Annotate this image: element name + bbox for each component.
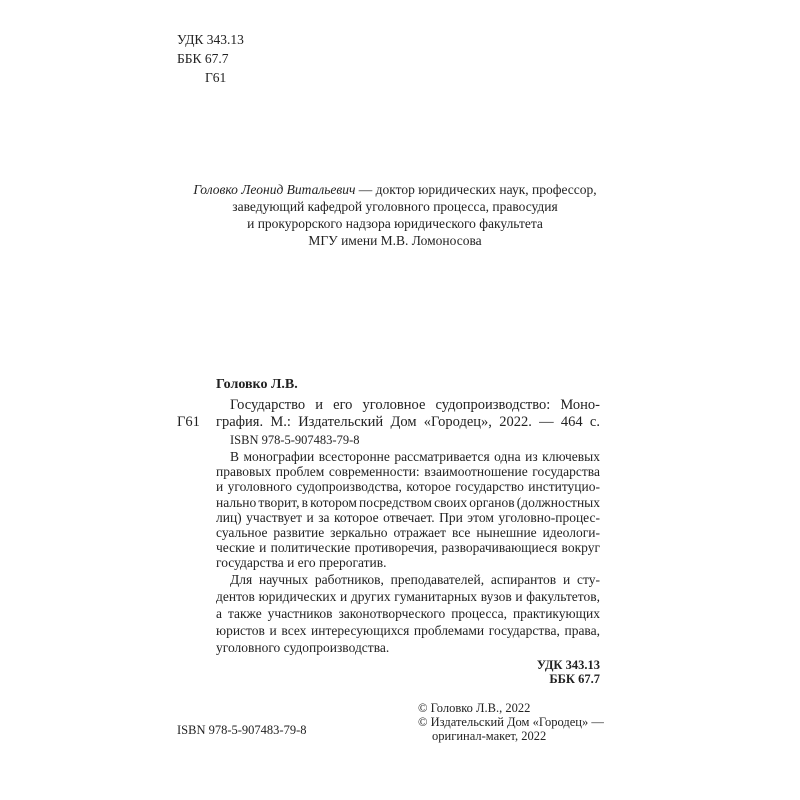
record-title-line: Государство и его уголовное судопроизводство: Моно- <box>230 397 600 413</box>
record-title-line: графия. М.: Издательский Дом «Городец», 2022. — 464 с. <box>216 414 600 430</box>
record-author: Головко Л.В. <box>216 377 298 392</box>
abstract-line: Для научных работников, преподавателей, аспирантов и сту- <box>230 572 600 587</box>
author-info-line: Головко Леонид Витальевич — доктор юридических наук, профессор, <box>193 182 597 197</box>
abstract-line: ческие и политические противоречия, разворачивающиеся вокруг <box>216 540 600 556</box>
udk-header: УДК 343.13 <box>177 32 244 47</box>
abstract-line: и уголовного судопроизводства, которое государство институцио- <box>216 479 600 495</box>
author-info-line: заведующий кафедрой уголовного процесса, правосудия <box>232 199 558 214</box>
abstract-line: дентов юридических и других гуманитарных вузов и факультетов, <box>216 589 600 604</box>
copyright-line: © Издательский Дом «Городец» — <box>418 715 604 729</box>
author-info-line: МГУ имени М.В. Ломоносова <box>308 233 482 248</box>
bbk-classification: ББК 67.7 <box>549 672 600 686</box>
udk-classification: УДК 343.13 <box>536 658 600 672</box>
author-info-line: и прокурорского надзора юридического факультета <box>247 216 543 231</box>
abstract-line: а также участников законотворческого процесса, практикующих <box>216 606 600 621</box>
copyright-line: оригинал-макет, 2022 <box>432 729 547 743</box>
record-code: Г61 <box>177 414 200 430</box>
footer-isbn: ISBN 978-5-907483-79-8 <box>177 723 307 737</box>
abstract-line: государства и его прерогатив. <box>216 555 387 571</box>
abstract-line: правовых проблем современности: взаимоотношение государства <box>216 464 600 480</box>
abstract-line: уголовного судопроизводства. <box>216 640 390 655</box>
abstract-line: В монографии всесторонне рассматривается одна из ключевых <box>230 449 600 464</box>
abstract-line: суальное развитие зеркально отражает все нынешние идеологи- <box>216 525 600 540</box>
abstract-line: юристов и всех интересующихся проблемами государства, права, <box>216 623 600 638</box>
author-code-header: Г61 <box>205 70 227 85</box>
bbk-header: ББК 67.7 <box>177 51 229 66</box>
abstract-line: нально творит, в котором посредством своих органов (должностных <box>216 494 600 510</box>
copyright-line: © Головко Л.В., 2022 <box>418 701 531 715</box>
abstract-line: лиц) участвует и за которое отвечает. При этом уголовно-процес- <box>216 509 600 525</box>
author-full-name: Головко Леонид Витальевич <box>193 182 356 197</box>
record-isbn: ISBN 978-5-907483-79-8 <box>230 433 360 447</box>
